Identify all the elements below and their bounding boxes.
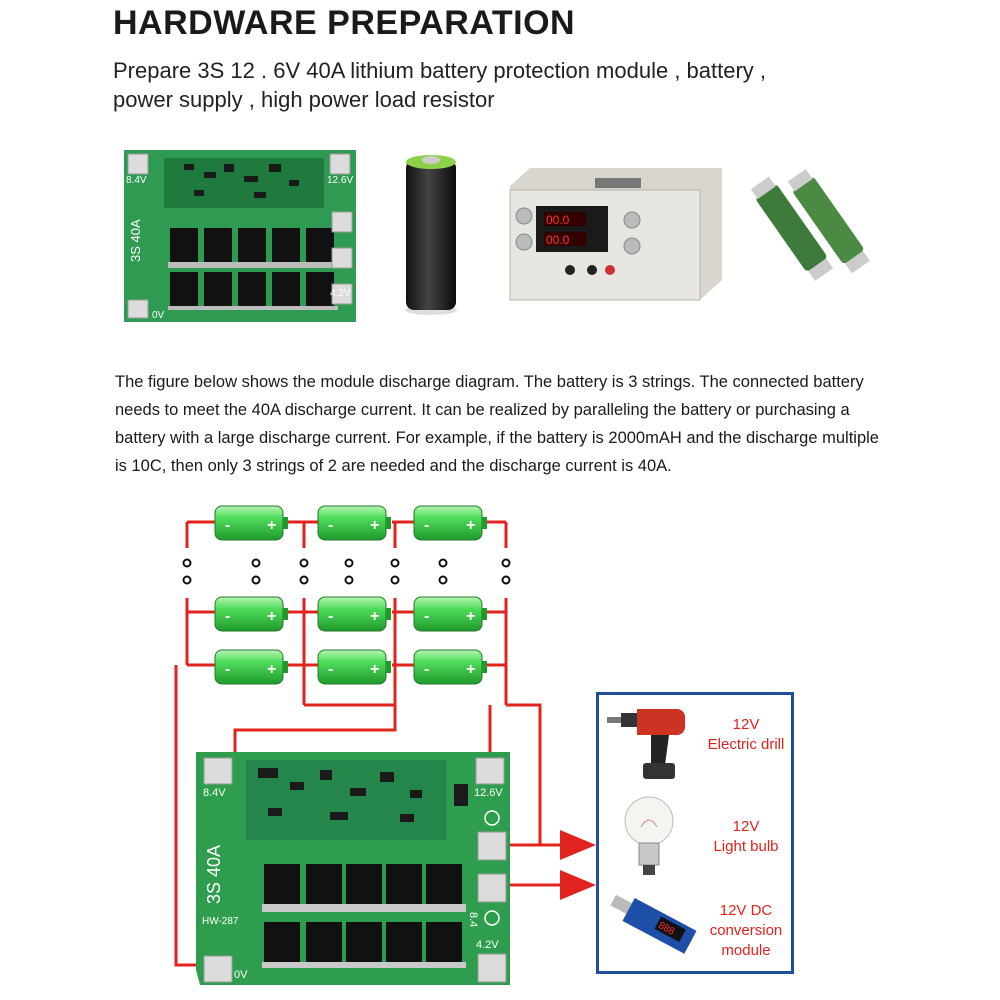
big-board-label-0: 0V [234, 969, 248, 981]
svg-text:00.0: 00.0 [546, 213, 570, 227]
big-board-label-42: 4.2V [476, 939, 499, 951]
small-board-label-0: 0V [152, 310, 165, 321]
subtitle-line-2: power supply , high power load resistor [113, 87, 495, 112]
page-title: HARDWARE PREPARATION [113, 4, 576, 42]
subtitle-line-1: Prepare 3S 12 . 6V 40A lithium battery protection module , battery , [113, 58, 767, 83]
description-paragraph: The figure below shows the module discharge diagram. The battery is 3 strings. The connected battery needs to meet the 40A discharge current. It can be realized by paralleling the battery or purchasing a battery with a large discharge current. For example, if the battery is 2000mAH and the discharge multiple is 10C, then only 3 strings of 2 are needed and the discharge current is 40A. [115, 373, 879, 475]
small-board-label-126: 12.6V [327, 175, 354, 186]
small-board-label-42: 4.2V [330, 288, 351, 299]
battery-cell [414, 506, 487, 540]
board-model-label: HW-287 [202, 916, 239, 927]
drill-name: Electric drill [707, 736, 785, 753]
dc-module-label [691, 901, 801, 961]
big-board-label-126: 12.6V [474, 787, 503, 799]
dc-module-name-2: module [721, 942, 771, 959]
battery-cell [215, 650, 288, 684]
drill-icon [607, 705, 687, 783]
dc-module-name: conversion [709, 922, 783, 939]
battery-cell [414, 650, 487, 684]
big-board-label-3s: 3S 40A [204, 844, 224, 904]
battery-cell [318, 597, 391, 631]
discharge-diagram: - + 8.4V 12.6V 4.2V 0V HW-287 8.4 3S 40A [0, 500, 1000, 1000]
svg-text:888: 888 [656, 920, 677, 938]
bulb-label [691, 817, 801, 857]
light-bulb-icon [623, 793, 675, 883]
subtitle [113, 56, 933, 114]
battery-cell [414, 597, 487, 631]
loads-box [596, 692, 794, 974]
dc-module-voltage: 12V DC [719, 902, 773, 919]
battery-cell [318, 506, 391, 540]
small-board-label-84: 8.4V [126, 175, 147, 186]
bulb-voltage: 12V [732, 818, 760, 835]
bulb-name: Light bulb [713, 838, 779, 855]
drill-voltage: 12V [732, 716, 760, 733]
battery-cell [318, 650, 391, 684]
load-resistor-image [760, 168, 870, 286]
big-protection-board [196, 752, 510, 985]
big-board-label-84: 8.4V [203, 787, 226, 799]
small-protection-board [124, 150, 356, 322]
battery-cell-image [400, 150, 462, 315]
power-supply-image [500, 168, 722, 300]
drill-label [691, 715, 801, 755]
battery-cell [215, 506, 288, 540]
dc-module-icon [605, 891, 697, 963]
svg-text:00.0: 00.0 [546, 233, 570, 247]
small-board-label-3s: 3S 40A [128, 219, 143, 262]
battery-cell [215, 597, 288, 631]
big-board-label-8: 8.4 [467, 912, 479, 928]
